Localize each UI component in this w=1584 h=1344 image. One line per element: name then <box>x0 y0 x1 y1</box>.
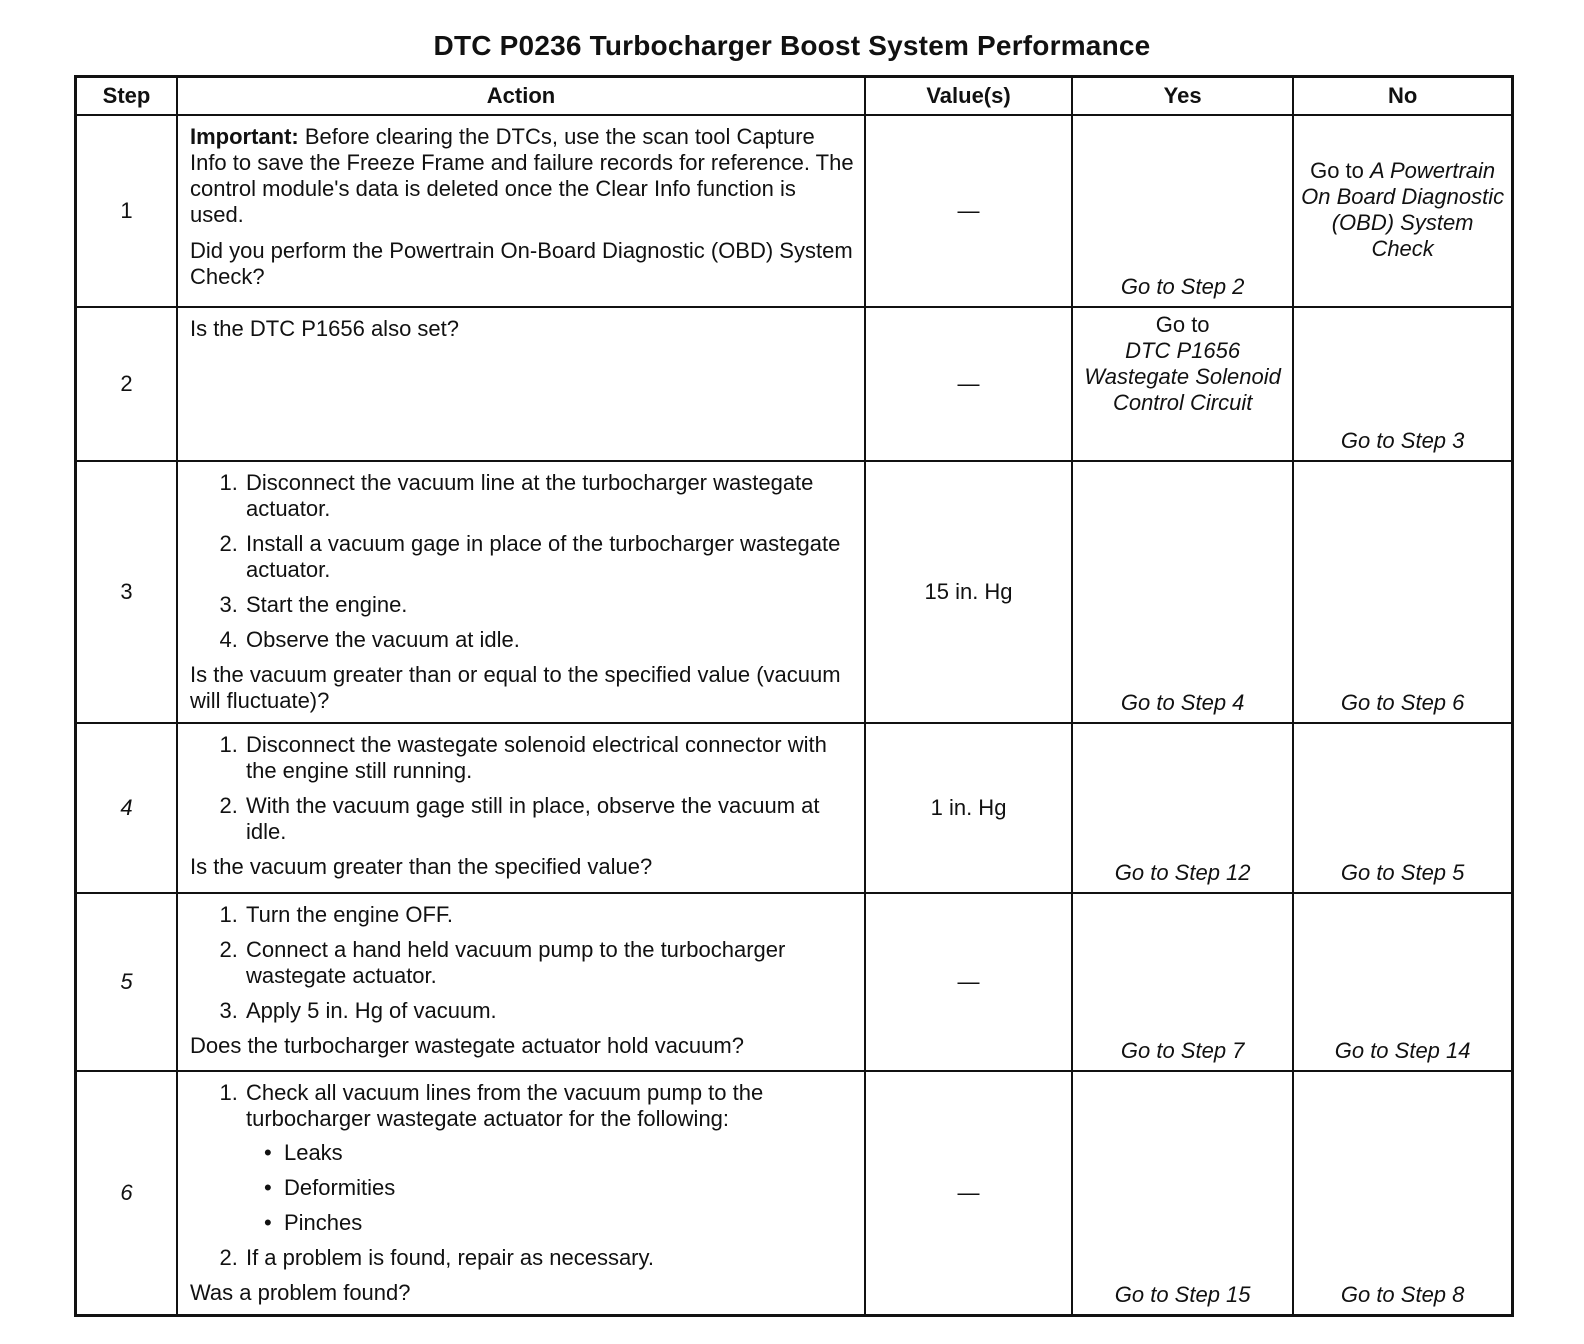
table-row <box>76 893 1513 1071</box>
yes-link[interactable]: DTC P1656 Wastegate Solenoid Control Circuit <box>1084 338 1281 415</box>
yes-link[interactable]: Go to Step 15 <box>1114 1282 1251 1307</box>
list-item: 3. Apply 5 in. Hg of vacuum. <box>244 998 854 1024</box>
important-text: Before clearing the DTCs, use the scan tool Capture Info to save the Freeze Frame and failure records for reference. The control module's data is deleted once the Clear Info function is used. <box>189 124 854 227</box>
yes-cell <box>1072 115 1293 307</box>
table-row <box>76 115 1513 307</box>
no-link[interactable]: Go to Step 3 <box>1340 428 1465 453</box>
list-item-text: Check all vacuum lines from the vacuum pump to the turbocharger wastegate actuator for the following: <box>245 1080 764 1131</box>
yes-link[interactable]: Go to Step 4 <box>1120 690 1245 715</box>
value-cell: — <box>865 307 1072 461</box>
list-item: 3. Start the engine. <box>244 592 854 618</box>
list-item: 2. If a problem is found, repair as necessary. <box>244 1245 854 1271</box>
action-list <box>190 1080 854 1271</box>
yes-link[interactable]: Go to Step 7 <box>1120 1038 1245 1063</box>
action-cell <box>177 115 865 307</box>
yes-cell <box>1072 723 1293 893</box>
table-row <box>76 307 1513 461</box>
step-number: 2 <box>76 307 177 461</box>
no-link[interactable]: Go to Step 6 <box>1340 690 1465 715</box>
question-text: Is the vacuum greater than or equal to the specified value (vacuum will fluctuate)? <box>189 662 841 713</box>
list-item: 2. With the vacuum gage still in place, observe the vacuum at idle. <box>244 793 854 845</box>
value-cell: — <box>865 1071 1072 1316</box>
question-text: Did you perform the Powertrain On-Board Diagnostic (OBD) System Check? <box>189 238 853 289</box>
bullet-list <box>246 1140 854 1236</box>
list-item: 1. Disconnect the wastegate solenoid electrical connector with the engine still running. <box>244 732 854 784</box>
step-number: 5 <box>76 893 177 1071</box>
action-cell <box>177 723 865 893</box>
action-list <box>190 902 854 1024</box>
list-item <box>244 1080 854 1236</box>
diagnostic-table <box>74 75 1514 1317</box>
action-cell <box>177 461 865 723</box>
value-cell: 15 in. Hg <box>865 461 1072 723</box>
no-cell <box>1293 307 1512 461</box>
value-cell: 1 in. Hg <box>865 723 1072 893</box>
header-yes: Yes <box>1072 77 1293 116</box>
question-text: Was a problem found? <box>189 1280 411 1305</box>
table-row <box>76 1071 1513 1316</box>
header-step: Step <box>76 77 177 116</box>
question-text: Does the turbocharger wastegate actuator hold vacuum? <box>189 1033 744 1058</box>
no-link[interactable]: A Powertrain On Board Diagnostic (OBD) System Check <box>1301 158 1505 261</box>
no-cell <box>1293 723 1512 893</box>
header-no: No <box>1293 77 1512 116</box>
no-cell <box>1293 1071 1512 1316</box>
action-cell <box>177 893 865 1071</box>
yes-link[interactable]: Go to Step 12 <box>1114 860 1251 885</box>
table-row <box>76 461 1513 723</box>
no-link[interactable]: Go to Step 8 <box>1340 1282 1465 1307</box>
no-link[interactable]: Go to Step 5 <box>1340 860 1465 885</box>
action-cell <box>177 1071 865 1316</box>
no-prefix: Go to <box>1310 158 1371 183</box>
bullet-item: • Deformities <box>282 1175 854 1201</box>
yes-link[interactable]: Go to Step 2 <box>1120 274 1245 299</box>
yes-prefix: Go to <box>1155 312 1210 337</box>
value-cell: — <box>865 115 1072 307</box>
list-item: 4. Observe the vacuum at idle. <box>244 627 854 653</box>
step-number: 3 <box>76 461 177 723</box>
question-text: Is the DTC P1656 also set? <box>189 316 459 341</box>
yes-cell <box>1072 307 1293 461</box>
bullet-item: • Pinches <box>282 1210 854 1236</box>
action-cell <box>177 307 865 461</box>
yes-cell <box>1072 893 1293 1071</box>
yes-cell <box>1072 461 1293 723</box>
header-action: Action <box>177 77 865 116</box>
value-cell: — <box>865 893 1072 1071</box>
question-text: Is the vacuum greater than the specified value? <box>189 854 653 879</box>
page-title: DTC P0236 Turbocharger Boost System Performance <box>433 30 1151 61</box>
list-item: 2. Connect a hand held vacuum pump to the turbocharger wastegate actuator. <box>244 937 854 989</box>
yes-cell <box>1072 1071 1293 1316</box>
step-number: 1 <box>76 115 177 307</box>
no-cell <box>1293 115 1512 307</box>
action-list <box>190 470 854 653</box>
list-item: 2. Install a vacuum gage in place of the turbocharger wastegate actuator. <box>244 531 854 583</box>
bullet-item: • Leaks <box>282 1140 854 1166</box>
no-link[interactable]: Go to Step 14 <box>1334 1038 1471 1063</box>
step-number: 4 <box>76 723 177 893</box>
no-cell <box>1293 893 1512 1071</box>
step-number: 6 <box>76 1071 177 1316</box>
action-list <box>190 732 854 845</box>
table-header-row <box>76 77 1513 116</box>
important-label: Important: <box>189 124 299 149</box>
no-cell <box>1293 461 1512 723</box>
important-note <box>190 124 854 228</box>
table-row <box>76 723 1513 893</box>
list-item: 1. Turn the engine OFF. <box>244 902 854 928</box>
header-values: Value(s) <box>865 77 1072 116</box>
list-item: 1. Disconnect the vacuum line at the turbocharger wastegate actuator. <box>244 470 854 522</box>
